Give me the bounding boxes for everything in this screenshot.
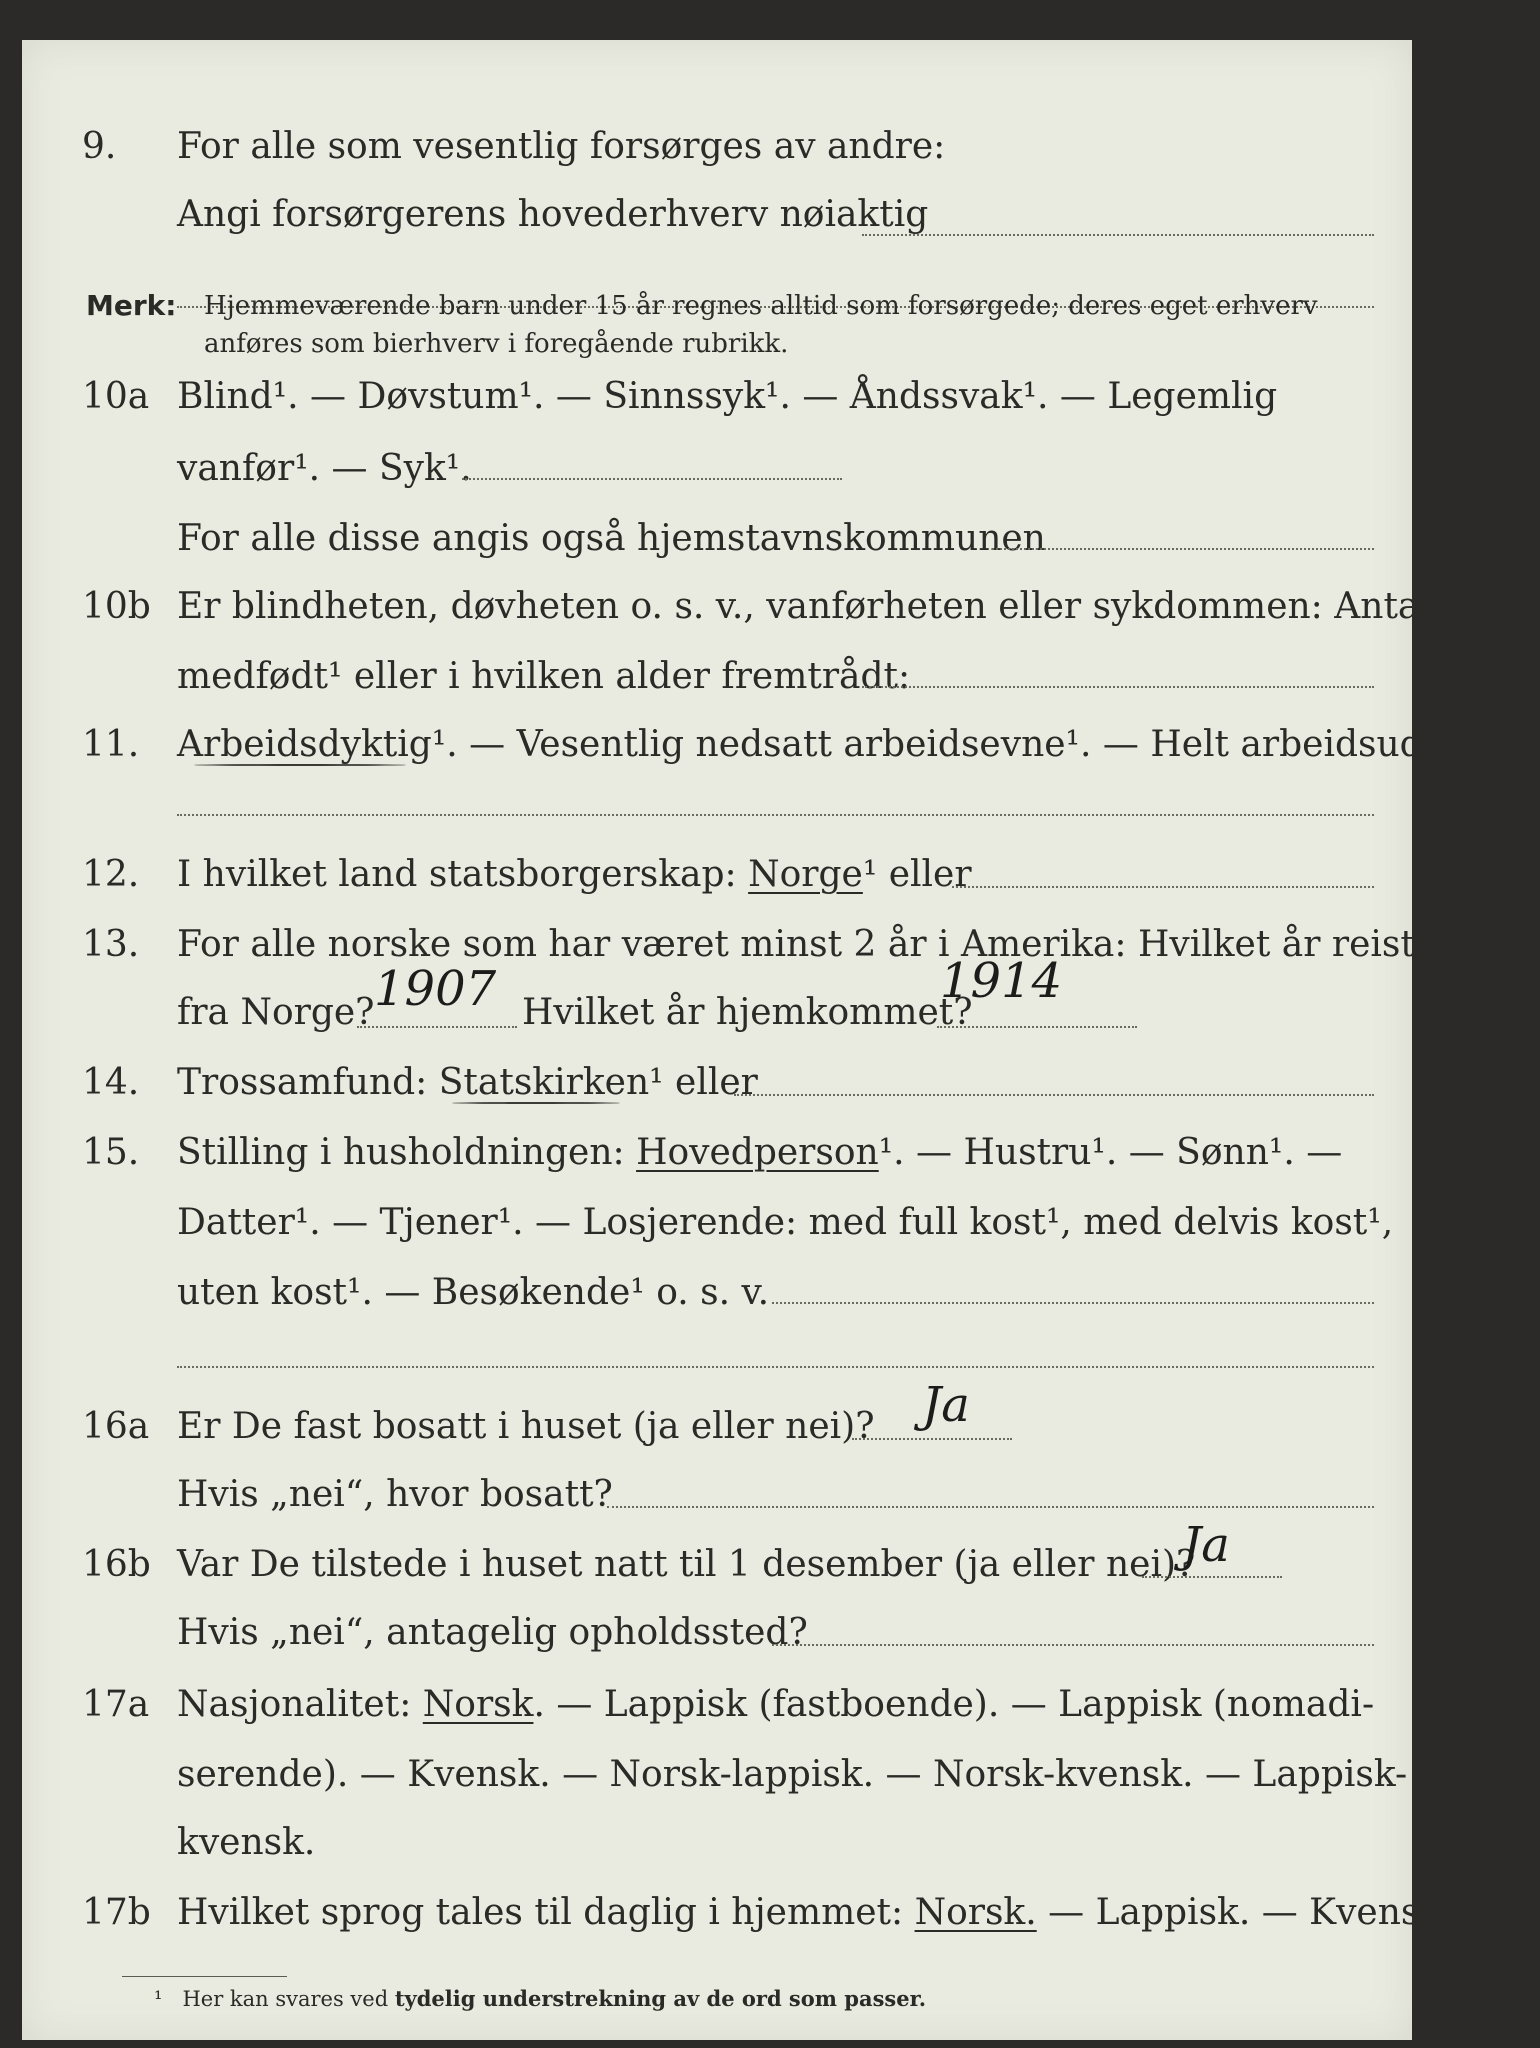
- q16a-number: 16a: [82, 1406, 150, 1447]
- q9-prompt: Angi forsørgerens hovederhverv nøiaktig: [177, 194, 929, 235]
- q16b-number: 16b: [82, 1544, 151, 1585]
- q17b-prompt: Hvilket sprog tales til daglig i hjemmet:: [177, 1892, 915, 1933]
- q12-answer-line[interactable]: [952, 886, 1374, 888]
- q16b-answer-ja[interactable]: Ja: [1182, 1517, 1230, 1573]
- q11-selected-arbeidsdyktig[interactable]: Arbeidsdyktig: [177, 724, 432, 765]
- q13-answer-1914[interactable]: 1914: [940, 953, 1063, 1009]
- q11-options: ¹. — Vesentlig nedsatt arbeidsevne¹. — Helt arbeidsudyktig¹.: [431, 724, 1540, 765]
- footnote-text-2: tydelig understrekning av de ord som passer.: [394, 1986, 927, 2011]
- q14-prompt: Trossamfund:: [177, 1062, 439, 1103]
- q16a-answer-ja[interactable]: Ja: [922, 1377, 970, 1433]
- q17a-number: 17a: [82, 1684, 150, 1725]
- census-form-page: [22, 40, 1540, 2040]
- q15-answer-line-2[interactable]: [177, 1366, 1374, 1368]
- q13-right-answer-line[interactable]: [937, 1026, 1137, 1028]
- q10a-line3: [22, 514, 1412, 564]
- q15-line2: [22, 1198, 1412, 1248]
- q12-number: 12.: [82, 854, 140, 895]
- q13-text: For alle norske som har været minst 2 år i Amerika: Hvilket år reist: [177, 924, 1415, 965]
- q15-line3: [22, 1268, 1412, 1318]
- q12-line: [22, 850, 1412, 900]
- q12-text: [177, 850, 972, 900]
- q14-number: 14.: [82, 1062, 140, 1103]
- q12-prompt: I hvilket land statsborgerskap:: [177, 854, 749, 895]
- q10b-answer-line[interactable]: [862, 686, 1374, 688]
- q11-underline-mark: [194, 764, 406, 766]
- q16b-text: Var De tilstede i huset natt til 1 desember (ja eller nei)?: [177, 1544, 1196, 1585]
- q14-text: [177, 1058, 758, 1108]
- q15-number: 15.: [82, 1132, 140, 1173]
- q13-answer-1907[interactable]: 1907: [374, 961, 497, 1017]
- q9-line2: [22, 190, 1412, 240]
- q16b-answer-line[interactable]: [1142, 1576, 1282, 1578]
- q17a-options-2: serende). — Kvensk. — Norsk-lappisk. — Norsk-kvensk. — Lappisk-: [177, 1754, 1408, 1795]
- q17a-line1: [22, 1680, 1412, 1730]
- q17a-selected-norsk[interactable]: Norsk: [422, 1684, 534, 1725]
- q16b-line2: [22, 1608, 1412, 1658]
- q17b-number: 17b: [82, 1892, 151, 1933]
- q10b-number: 10b: [82, 586, 151, 627]
- q17a-line3: [22, 1818, 1412, 1868]
- q12-suffix: ¹ eller: [862, 854, 972, 895]
- q16a-where-line[interactable]: [607, 1506, 1374, 1508]
- q14-underline-mark: [452, 1102, 620, 1104]
- q11-answer-line[interactable]: [177, 814, 1374, 816]
- q10a-answer-line[interactable]: [462, 478, 842, 480]
- q10a-text-3: For alle disse angis også hjemstavnskommunen: [177, 518, 1046, 559]
- q9-number: 9.: [82, 126, 117, 167]
- q13-right-prompt: Hvilket år hjemkommet?: [522, 992, 973, 1033]
- q13-line2: [22, 988, 1412, 1038]
- q16a-text: Er De fast bosatt i huset (ja eller nei)?: [177, 1406, 875, 1447]
- footnote-text-1: Her kan svares ved: [182, 1987, 395, 2011]
- q9-text: For alle som vesentlig forsørges av andre:: [177, 126, 946, 167]
- q10a-text-2: vanfør¹. — Syk¹.: [177, 448, 472, 489]
- q13-left-answer-line[interactable]: [357, 1026, 517, 1028]
- q15-text: [177, 1128, 1342, 1178]
- q16a-line2: [22, 1470, 1412, 1520]
- q10a-line1: [22, 372, 1412, 422]
- q9-line1: [22, 122, 1412, 172]
- q17b-options: — Lappisk. — Kvensk.: [1036, 1892, 1453, 1933]
- q17a-options-3: kvensk.: [177, 1822, 316, 1863]
- q10a-text: Blind¹. — Døvstum¹. — Sinnssyk¹. — Åndssvak¹. — Legemlig: [177, 376, 1278, 417]
- q11-number: 11.: [82, 724, 140, 765]
- q17a-line2: [22, 1750, 1412, 1800]
- q11-text: [177, 720, 1540, 770]
- q16a-line1: [22, 1402, 1412, 1452]
- footnote-divider: [122, 1976, 287, 1977]
- q10a-hometown-line[interactable]: [992, 548, 1374, 550]
- merk-text-1: Hjemmeværende barn under 15 år regnes alltid som forsørgede; deres eget erhverv: [204, 291, 1318, 321]
- q17a-prompt: Nasjonalitet:: [177, 1684, 423, 1725]
- q15-options-3: uten kost¹. — Besøkende¹ o. s. v.: [177, 1272, 770, 1313]
- q10b-text: Er blindheten, døvheten o. s. v., vanførheten eller sykdommen: Antagelig: [177, 586, 1510, 627]
- q16a-answer-line[interactable]: [852, 1438, 1012, 1440]
- q17a-text: [177, 1680, 1374, 1730]
- footnote: [154, 1986, 926, 2011]
- q11-line: [22, 720, 1540, 770]
- q17b-line: [22, 1888, 1453, 1938]
- q10a-line2: [22, 444, 1412, 494]
- q14-selected-statskirken[interactable]: Statskirken: [438, 1062, 650, 1103]
- q12-selected-norge[interactable]: Norge: [748, 854, 863, 895]
- q15-line1: [22, 1128, 1412, 1178]
- q15-selected-hovedperson[interactable]: Hovedperson: [636, 1132, 879, 1173]
- q14-answer-line[interactable]: [734, 1094, 1374, 1096]
- q14-suffix: ¹ eller: [649, 1062, 758, 1103]
- merk-label: Merk:: [86, 289, 177, 322]
- footnote-mark: ¹: [154, 1987, 163, 2011]
- q16b-text-2: Hvis „nei“, antagelig opholdssted?: [177, 1612, 808, 1653]
- merk-text-2: anføres som bierhverv i foregående rubrikk.: [204, 329, 789, 359]
- q10a-number: 10a: [82, 376, 150, 417]
- q17a-options-1: . — Lappisk (fastboende). — Lappisk (nomadi-: [533, 1684, 1375, 1725]
- q15-answer-line[interactable]: [772, 1302, 1374, 1304]
- q10b-text-2: medfødt¹ eller i hvilken alder fremtrådt:: [177, 656, 911, 697]
- q13-left-prompt: fra Norge?: [177, 992, 375, 1033]
- q15-options-2: Datter¹. — Tjener¹. — Losjerende: med full kost¹, med delvis kost¹,: [177, 1202, 1394, 1243]
- q15-prompt: Stilling i husholdningen:: [177, 1132, 637, 1173]
- q13-number: 13.: [82, 924, 140, 965]
- q17b-selected-norsk[interactable]: Norsk.: [914, 1892, 1037, 1933]
- q10b-line1: [22, 582, 1510, 632]
- q14-line: [22, 1058, 1412, 1108]
- q16b-where-line[interactable]: [772, 1644, 1374, 1646]
- q17b-text: [177, 1888, 1453, 1938]
- q13-line1: [22, 920, 1415, 970]
- q16a-text-2: Hvis „nei“, hvor bosatt?: [177, 1474, 613, 1515]
- q10b-line2: [22, 652, 1412, 702]
- q9-answer-line[interactable]: [862, 234, 1374, 236]
- q15-options-1: ¹. — Hustru¹. — Sønn¹. —: [878, 1132, 1343, 1173]
